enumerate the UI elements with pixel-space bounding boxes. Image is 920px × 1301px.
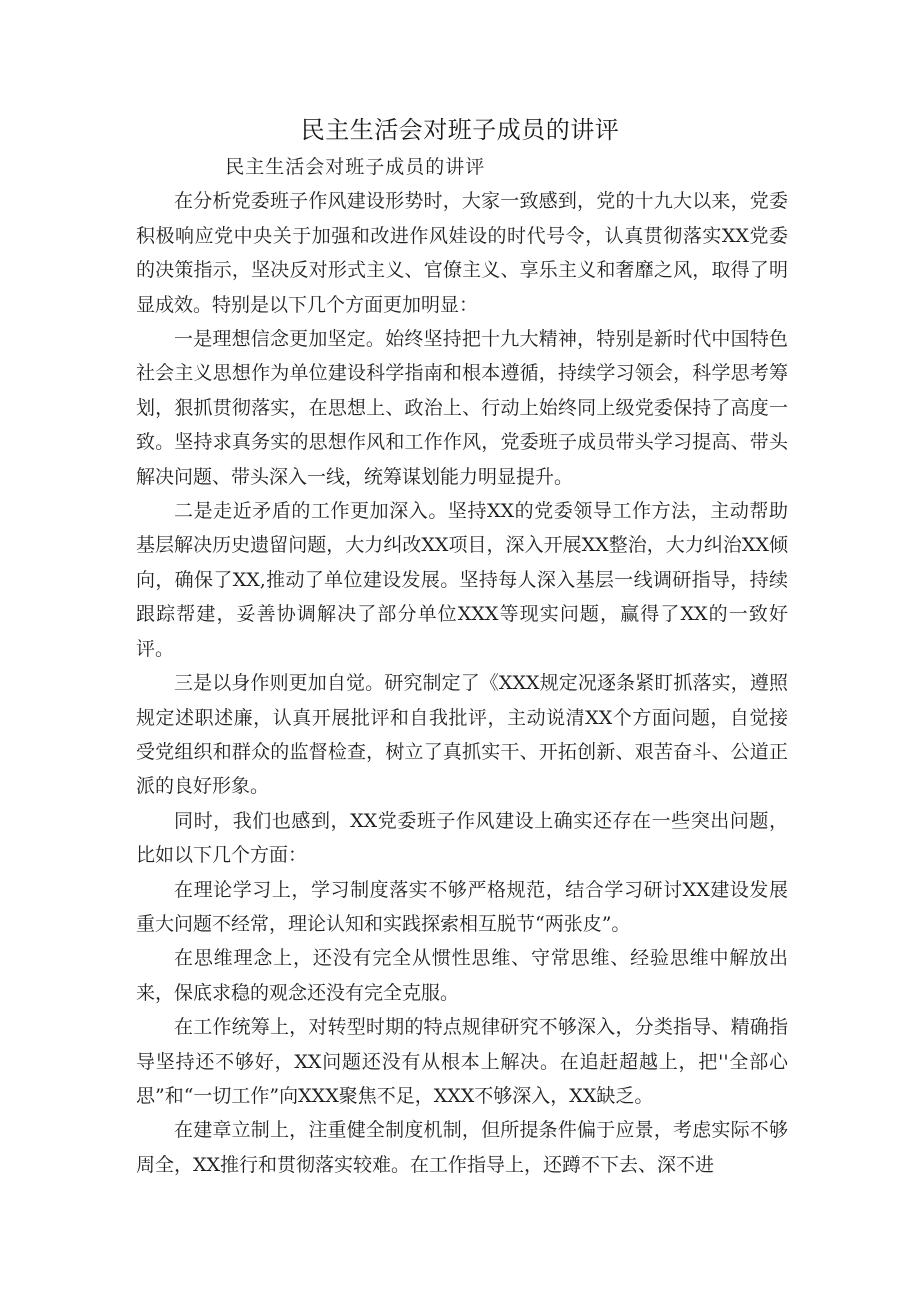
paragraph-point-3: 三是以身作则更加自觉。研究制定了《XXX规定况逐条紧盯抓落实，遵照规定述职述廉，认真开展批评和自我批评，主动说清XX个方面问题，自觉接受党组织和群众的监督检查，树立了真抓实干、开拓创新、艰苦奋斗、公道正派的良好形象。 [136,672,788,798]
paragraph-intro: 在分析党委班子作风建设形势时，大家一致感到，党的十九大以来，党委积极响应党中央关于加强和改进作风娃设的时代号令，认真贯彻落实XX党委的决策指示，坚决反对形式主义、官僚主义、享乐主义和奢靡之风，取得了明显成效。特别是以下几个方面更加明显： [136,190,788,316]
paragraph-rules: 在建章立制上，注重健全制度机制，但所提条件偏于应景，考虑实际不够周全，XX推行和贯彻落实较难。在工作指导上，还蹲不下去、深不进 [136,1119,788,1176]
paragraph-problems-intro: 同时，我们也感到，XX党委班子作风建设上确实还存在一些突出问题，比如以下几个方面： [136,809,788,867]
paragraph-thinking: 在思维理念上，还没有完全从惯性思维、守常思维、经验思维中解放出来，保底求稳的观念还没有完全克服。 [136,947,788,1004]
paragraph-theory-study: 在理论学习上，学习制度落实不够严格规范，结合学习研讨XX建设发展重大问题不经常，理论认知和实践探索相互脱节“两张皮”。 [136,878,788,935]
document-body [136,150,788,1182]
document-subtitle: 民主生活会对班子成员的讲评 [225,156,486,178]
paragraph-point-1: 一是理想信念更加坚定。始终坚持把十九大精神，特别是新时代中国特色社会主义思想作为单位建设科学指南和根本遵循，持续学习领会，科学思考筹划，狠抓贯彻落实，在思想上、政治上、行动上始终同上级党委保持了高度一致。坚持求真务实的思想作风和工作作风，党委班子成员带头学习提高、带头解决问题、带头深入一线，统筹谋划能力明显提升。 [136,328,788,488]
paragraph-work-planning: 在工作统筹上，对转型时期的特点规律研究不够深入，分类指导、精确指导坚持还不够好，XX问题还没有从根本上解决。在追赶超越上，把''全部心思”和“一切工作”向XXX聚焦不足，XXX不够深入，XX缺乏。 [136,1016,788,1107]
paragraph-point-2: 二是走近矛盾的工作更加深入。坚持XX的党委领导工作方法，主动帮助基层解决历史遗留问题，大力纠改XX项目，深入开展XX整治，大力纠治XX倾向，确保了XX,推动了单位建设发展。坚持每人深入基层一线调研指导，持续跟踪帮建，妥善协调解决了部分单位XXX等现实问题，赢得了XX的一致好评。 [136,500,788,660]
document-title: 民主生活会对班子成员的讲评 [300,116,620,144]
